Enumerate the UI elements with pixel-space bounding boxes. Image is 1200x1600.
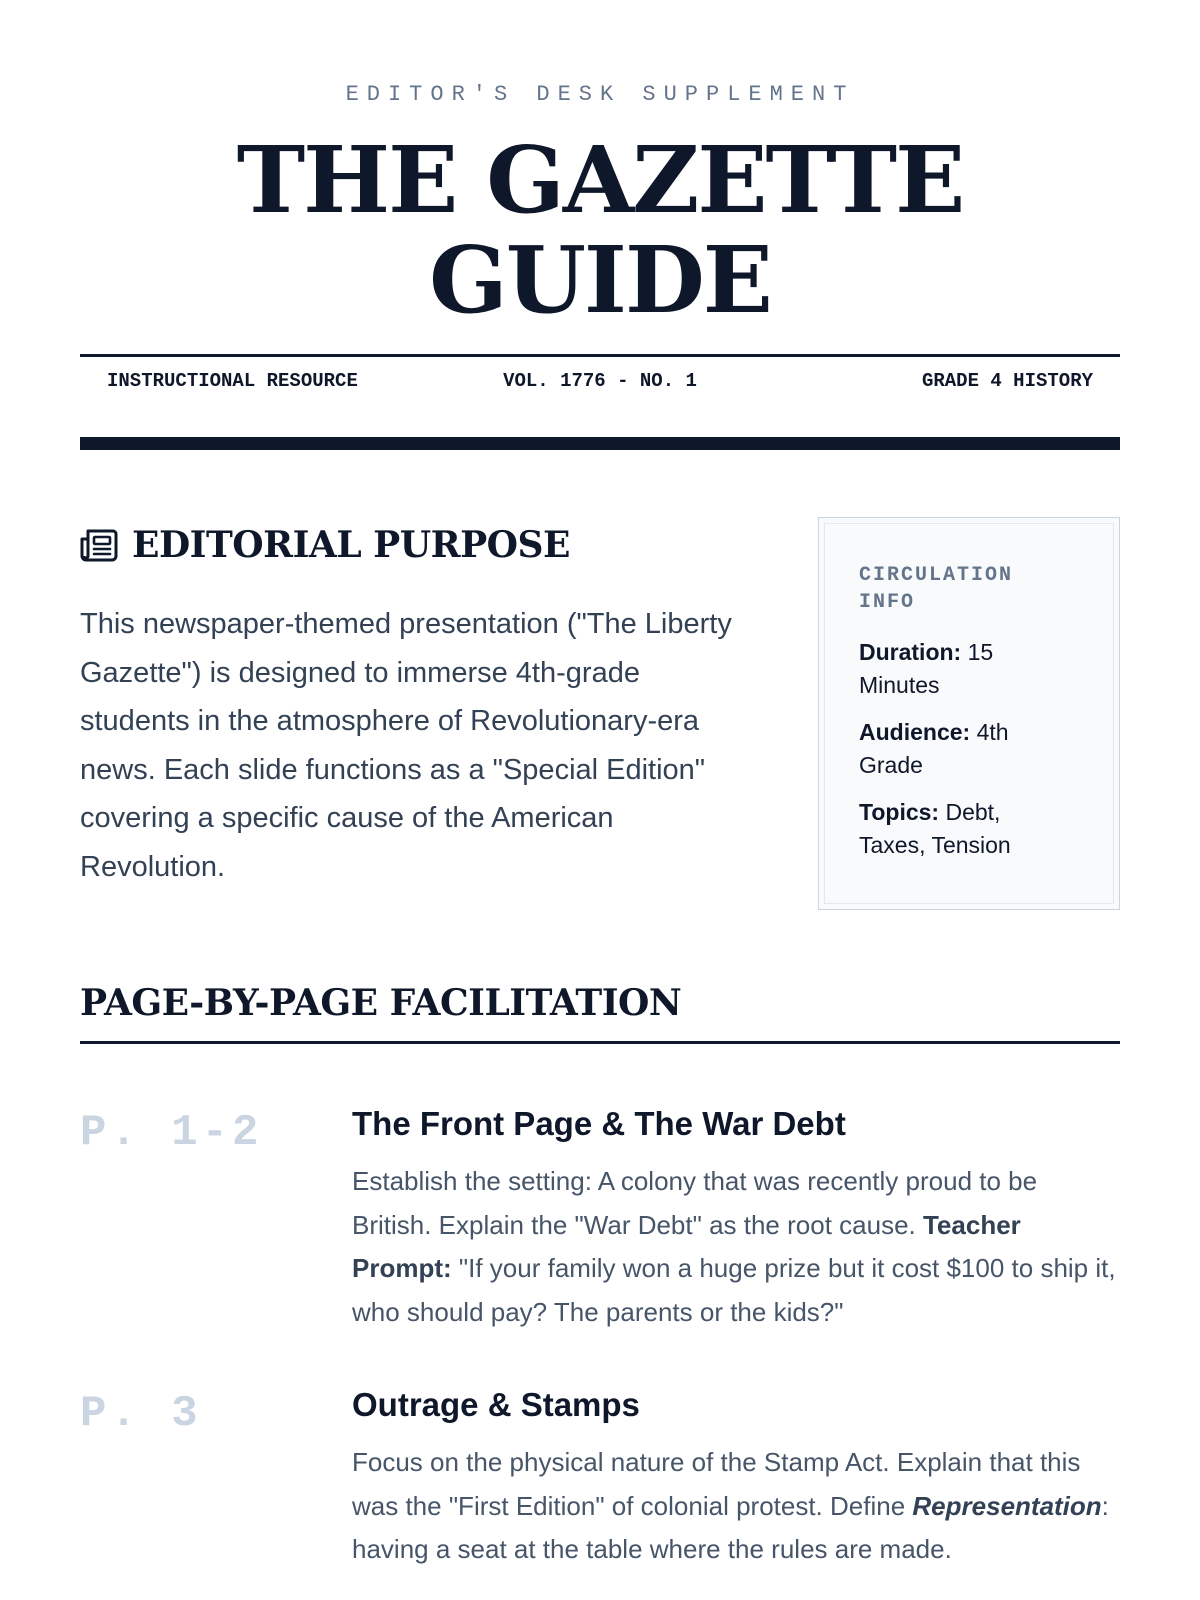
duration-value: 15 Minutes xyxy=(859,639,994,698)
facilitation-heading: PAGE-BY-PAGE FACILITATION xyxy=(80,982,682,1024)
purpose-heading-row xyxy=(80,522,570,568)
circulation-info-box xyxy=(818,517,1120,910)
entry-title: Outrage & Stamps xyxy=(352,1386,640,1423)
topics-value: Debt, Taxes, Tension xyxy=(859,799,1011,858)
kicker-label: EDITOR'S DESK SUPPLEMENT xyxy=(345,82,855,107)
entry-description xyxy=(352,1441,1120,1572)
defined-term: Representation xyxy=(912,1490,1102,1521)
masthead-bottom-rule xyxy=(80,437,1120,450)
entry-text-a: Focus on the physical nature of the Stamp Act. Explain that this was the "First Edition" of colonial protest. Define xyxy=(352,1447,1081,1521)
masthead-meta-row xyxy=(80,368,1120,398)
title-line-1: THE GAZETTE xyxy=(236,126,964,234)
page-title xyxy=(80,126,1120,334)
entry-text-b: : having a seat at the table where the rules are made. xyxy=(352,1490,1109,1564)
entry-description xyxy=(352,1160,1120,1334)
audience-value: 4th Grade xyxy=(859,719,1009,778)
entry-title: The Front Page & The War Debt xyxy=(352,1105,846,1142)
circulation-topics xyxy=(859,796,1059,862)
meta-grade-label: GRADE 4 HISTORY xyxy=(921,370,1093,392)
circulation-title: CIRCULATION INFO xyxy=(859,564,1014,614)
meta-resource-label: INSTRUCTIONAL RESOURCE xyxy=(107,370,358,392)
page-number: P. 1-2 xyxy=(80,1108,263,1158)
masthead-top-rule xyxy=(80,354,1120,357)
circulation-duration xyxy=(859,636,1059,702)
meta-volume-label: VOL. 1776 - NO. 1 xyxy=(503,370,697,392)
facilitation-rule xyxy=(80,1041,1120,1044)
duration-label: Duration: xyxy=(859,639,962,665)
page-number: P. 3 xyxy=(80,1389,202,1439)
purpose-text: This newspaper-themed presentation ("The Liberty Gazette") is designed to immerse 4th-grade students in the atmosphere of Revolutionary-era news. Each slide functions as a "Special Edition" covering a specific cause of the American Revolution. xyxy=(80,608,732,883)
entry-text-a: Establish the setting: A colony that was recently proud to be British. Explain the "War Debt" as the root cause. xyxy=(352,1166,1038,1240)
audience-label: Audience: xyxy=(859,719,971,745)
circulation-audience xyxy=(859,716,1059,782)
topics-label: Topics: xyxy=(859,799,940,825)
purpose-heading: EDITORIAL PURPOSE xyxy=(132,524,570,566)
title-line-2: GUIDE xyxy=(429,226,771,334)
teacher-prompt-label: Teacher Prompt: xyxy=(352,1209,1021,1283)
entry-text-b: "If your family won a huge prize but it cost $100 to ship it, who should pay? The parents or the kids?" xyxy=(352,1253,1116,1327)
newspaper-icon xyxy=(80,526,118,564)
guide-page xyxy=(80,0,1120,1600)
